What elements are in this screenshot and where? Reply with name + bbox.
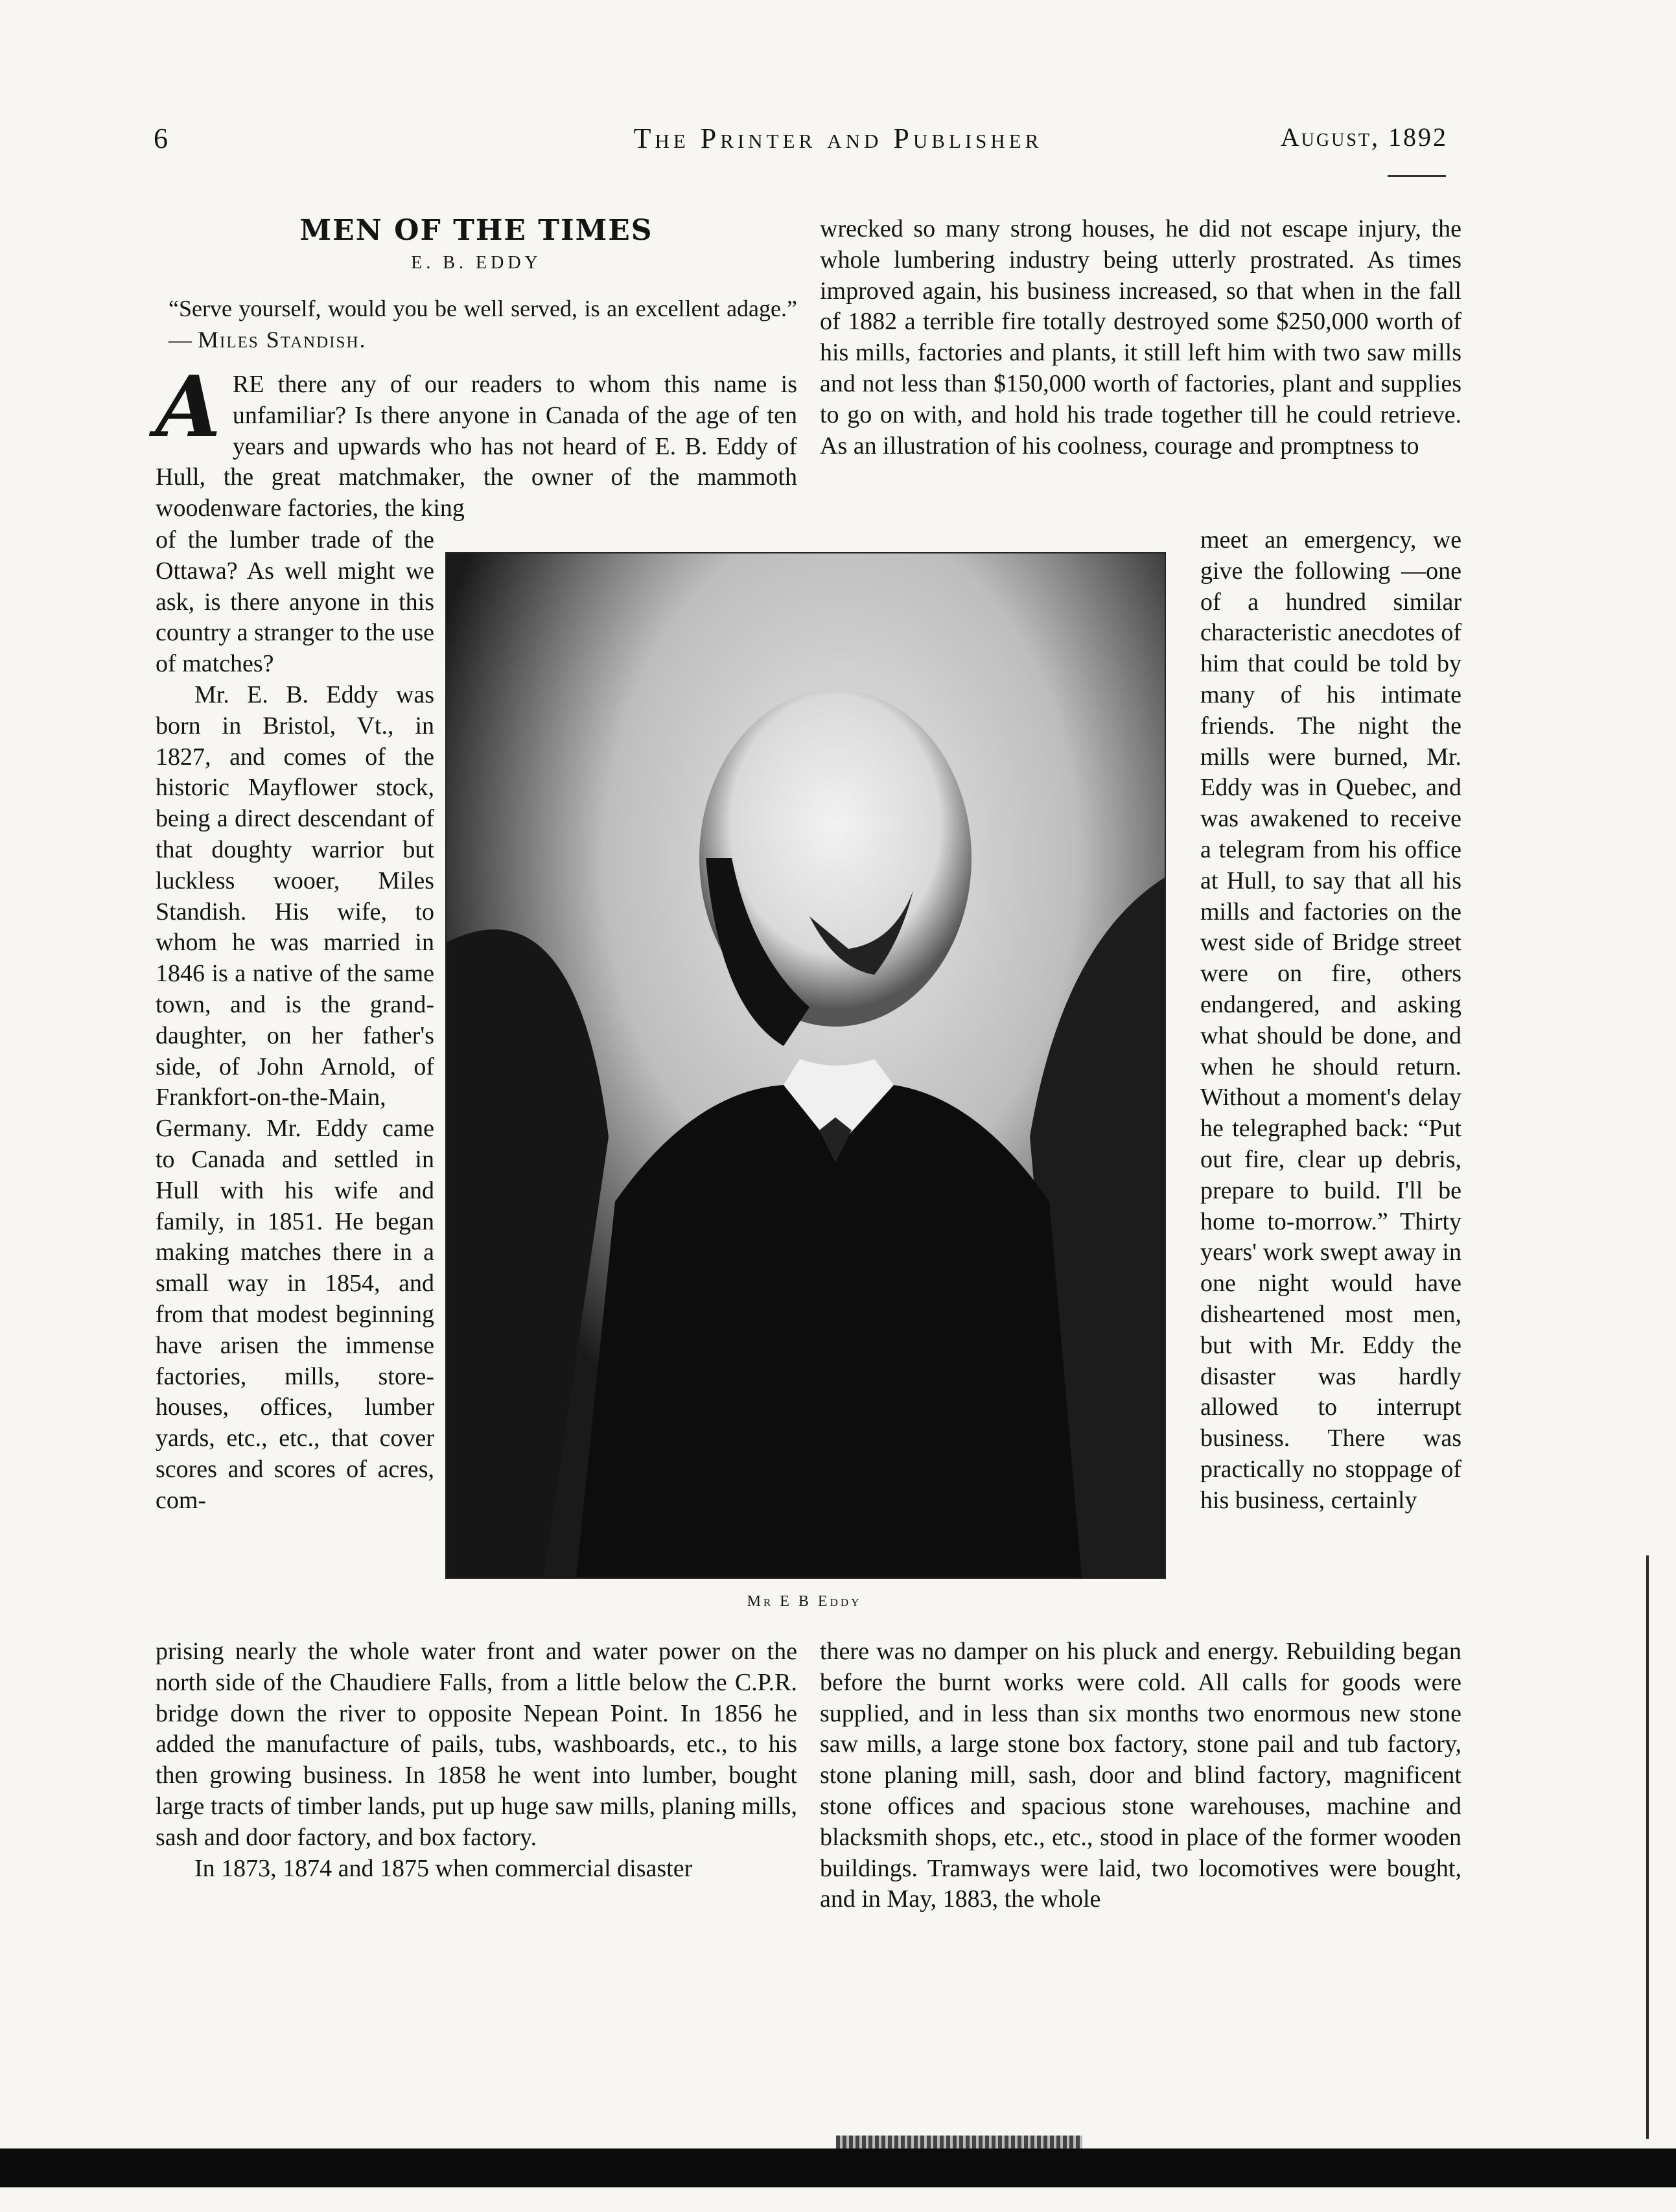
epigraph-attribution: Miles Standish. — [198, 327, 367, 353]
paragraph: Mr. E. B. Eddy was born in Bristol, Vt., in 1827, and comes of the historic Mayflower stock, being a direct descendant of that doughty warrior but luckless wooer, Miles Standish. His wife, to whom he was married in 1846 is a native of the same town, and is the grand-daughter, on her father's side, of John Arnold, of Frankfort-on-the-Main, Germany. Mr. Eddy came to Canada and settled in Hull with his wife and family, in 1851. He began making matches there in a small way in 1854, and from that modest beginning have arisen the immense factories, mills, store-houses, offices, lumber yards, etc., etc., that cover scores and scores of acres, com- — [156, 681, 434, 1514]
left-bottom-column — [156, 1636, 797, 1884]
running-header — [0, 122, 1676, 161]
portrait-illustration — [447, 553, 1165, 1578]
paragraph: prising nearly the whole water front and water power on the north side of the Chaudiere Falls, from a little below the C.P.R. bridge down the river to opposite Nepean Point. In 1856 he added the manufacture of pails, tubs, washboards, etc., to his then growing business. In 1858 he went into lumber, bought large tracts of timber lands, put up huge saw mills, planing mills, sash and door factory, and box factory. — [156, 1638, 797, 1851]
drop-cap: A — [156, 357, 221, 456]
journal-title: The Printer and Publisher — [633, 122, 1043, 154]
article-byline: E. B. EDDY — [411, 253, 542, 273]
lead-paragraph — [156, 357, 797, 524]
scan-artifact — [836, 2136, 1082, 2148]
lead-text: RE there any of our readers to whom this name is unfamiliar? Is there anyone in Canada of the age of ten years and upwards who has not heard of E. B. Eddy of Hull, the great matchmaker, the owner of the mammoth woodenware factories, the king — [156, 371, 797, 522]
epigraph-quote: “Serve yourself, would you be well served, is an excellent adage.” — — [169, 296, 797, 353]
issue-date: August, 1892 — [1280, 122, 1448, 152]
page-number: 6 — [154, 122, 168, 154]
scan-bottom-edge — [0, 2148, 1676, 2187]
paragraph: of the lumber trade of the Ottawa? As well might we ask, is there anyone in this country a stranger to the use of matches? — [156, 526, 434, 678]
paragraph: wrecked so many strong houses, he did not escape injury, the whole lumbering industry being utterly prostrated. As times improved again, his business increased, so that when in the fall of 1882 a terrible fire totally destroyed some $250,000 worth of his mills, factories and plants, it still left him with two saw mills and not less than $150,000 worth of factories, plant and supplies to go on with, and hold his trade together till he could retrieve. As an illustration of his coolness, courage and promptness to — [820, 215, 1461, 460]
portrait-caption: Mr E B Eddy — [747, 1593, 862, 1610]
epigraph — [169, 293, 797, 355]
paragraph: In 1873, 1874 and 1875 when commercial disaster — [194, 1854, 693, 1882]
portrait-photo — [445, 552, 1166, 1579]
right-bottom-column — [820, 1636, 1461, 1915]
left-narrow-column — [156, 525, 434, 1517]
header-rule — [1388, 175, 1446, 177]
right-top-column — [820, 214, 1461, 461]
article-headline: MEN OF THE TIMES — [299, 214, 653, 247]
right-narrow-column — [1200, 525, 1461, 1517]
paragraph: there was no damper on his pluck and energy. Rebuilding began before the burnt works were cold. All calls for goods were supplied, and in less than six months two enormous new stone saw mills, a large stone box factory, stone pail and tub factory, stone planing mill, sash, door and blind factory, magnificent stone offices and spacious stone warehouses, machine and blacksmith shops, etc., etc., stood in place of the former wooden buildings. Tramways were laid, two locomotives were bought, and in May, 1883, the whole — [820, 1638, 1461, 1913]
paragraph: meet an emergency, we give the following —one of a hundred similar characteristic anecdotes of him that could be told by many of his intimate friends. The night the mills were burned, Mr. Eddy was in Quebec, and was awakened to receive a telegram from his office at Hull, to say that all his mills and factories on the west side of Bridge street were on fire, others endangered, and asking what should be done, and when he should return. Without a moment's delay he telegraphed back: “Put out fire, clear up debris, prepare to build. I'll be home to-morrow.” Thirty years' work swept away in one night would have disheartened most men, but with Mr. Eddy the disaster was hardly allowed to interrupt business. There was practically no stoppage of his business, certainly — [1200, 526, 1461, 1514]
scan-right-edge — [1646, 1555, 1649, 2139]
